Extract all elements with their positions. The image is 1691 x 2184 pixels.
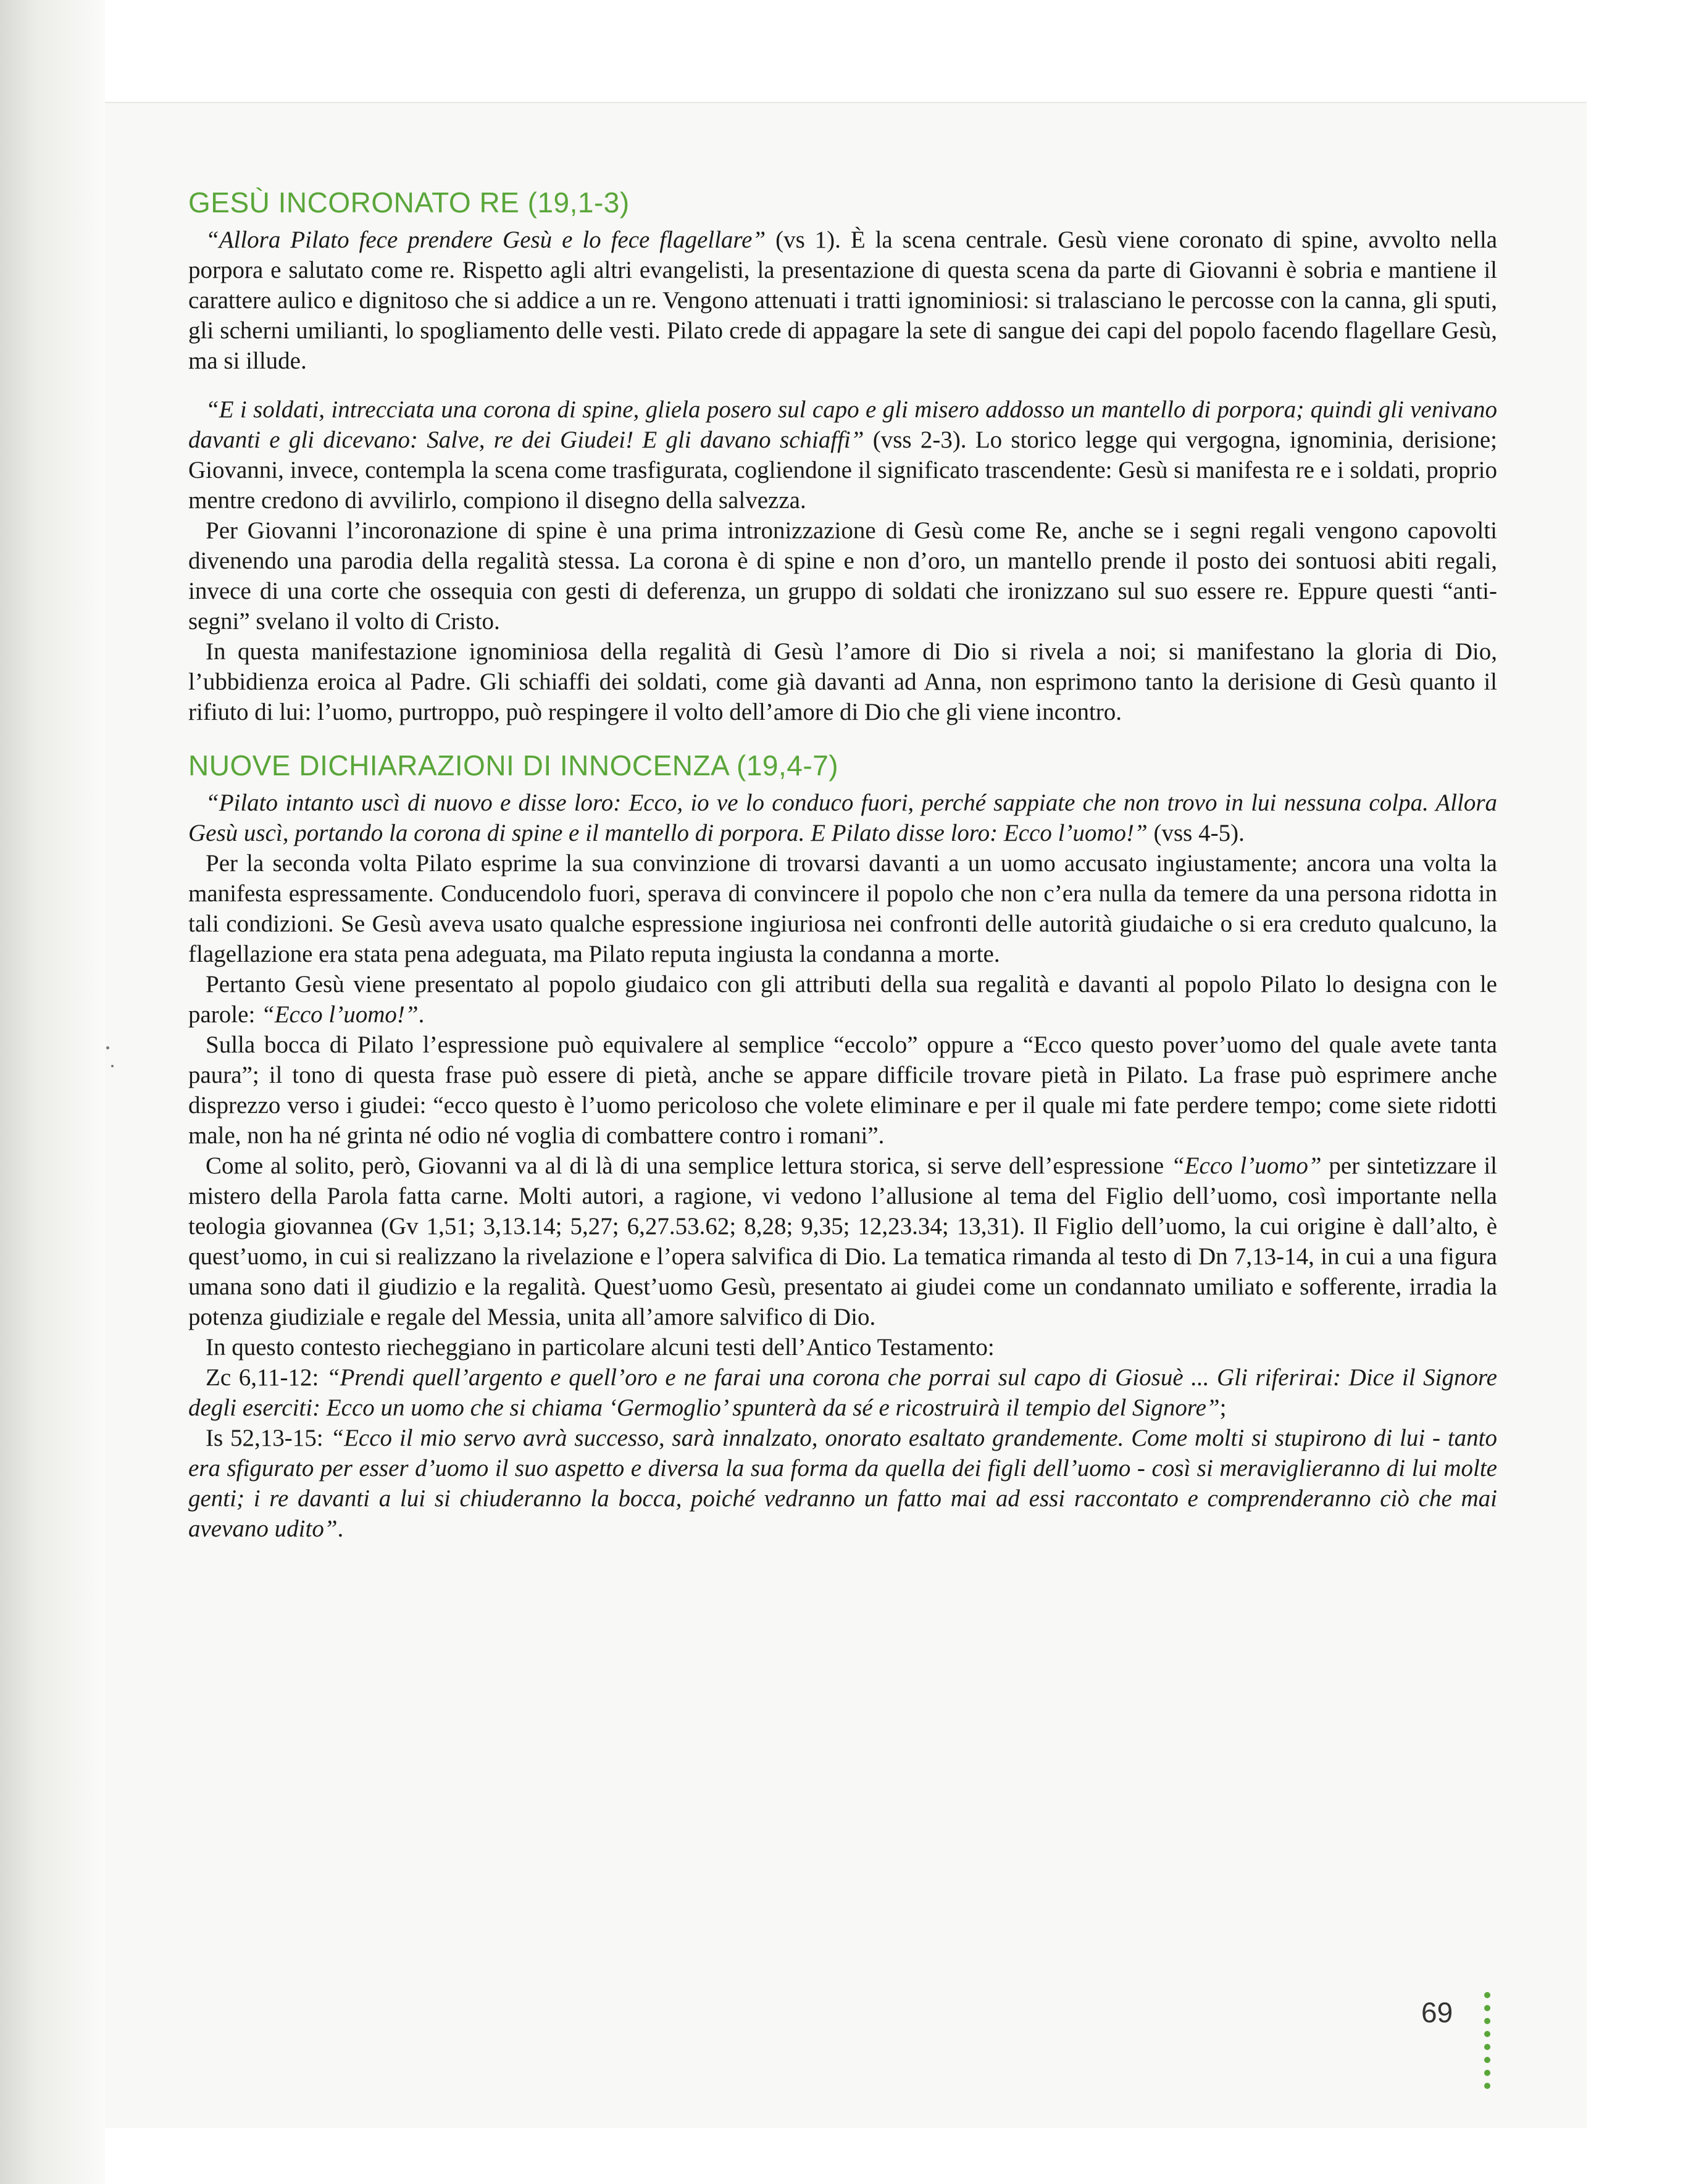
scripture-quote: “Ecco l’uomo!”	[261, 1001, 419, 1028]
ornament-dot	[1484, 2031, 1490, 2037]
scripture-quote: “Prendi quell’argento e quell’oro e ne farai una corona che porrai sul capo di Giosuè ... Gli riferirai: Dice il Signore degli eserciti: Ecco un uomo che si chiama ‘Germoglio’ spunterà da sé e ricostruirà il tempio del Signore”	[188, 1364, 1497, 1421]
page-number: 69	[1421, 1996, 1453, 2028]
paragraph	[188, 225, 1497, 376]
binding-shadow	[0, 0, 105, 2184]
scripture-quote: “E i soldati, intrecciata una corona di spine, gliela posero sul capo e gli misero addosso un mantello di porpora; quindi gli venivano davanti e gli dicevano: Salve, re dei Giudei! E gli davano schiaffi”	[188, 396, 1497, 453]
paragraph-text: per sintetizzare il mistero della Parola fatta carne. Molti autori, a ragione, vi vedono l’allusione al tema del Figlio dell’uomo, così importante nella teologia giovannea (Gv 1,51; 3,13.14; 5,27; 6,27.53.62; 8,28; 9,35; 12,23.34; 13,31). Il Figlio dell’uomo, la cui origine è dall’alto, è quest’uomo, in cui si realizzano la rivelazione e l’opera salvifica di Dio. La tematica rimanda al testo di Dn 7,13-14, in cui a una figura umana sono dati il giudizio e la regalità. Quest’uomo Gesù, presentato ai giudei come un condannato umiliato e sofferente, irradia la potenza giudiziale e regale del Messia, unita all’amore salvifico di Dio.	[188, 1152, 1497, 1330]
paragraph-text: (vss 2-3). Lo storico legge qui vergogna, ignominia, derisione; Giovanni, invece, contempla la scena come trasfigurata, cogliendone il significato trascendente: Gesù si manifesta re e i soldati, proprio mentre credono di avvilirlo, compiono il disegno della salvezza.	[188, 427, 1498, 514]
paragraph-text: Pertanto Gesù viene presentato al popolo giudaico con gli attributi della sua regalità e davanti al popolo Pilato lo designa con le parole:	[188, 971, 1497, 1028]
ornament-dot	[1484, 1992, 1490, 1998]
paragraph: In questo contesto riecheggiano in particolare alcuni testi dell’Antico Testamento:	[206, 1334, 995, 1361]
paragraph	[188, 788, 1497, 848]
speck	[106, 1046, 109, 1049]
ornament-dot	[1484, 2005, 1490, 2011]
ornament-dot	[1484, 2044, 1490, 2050]
ornament-dot	[1484, 2083, 1490, 2089]
paragraph-text: ;	[1219, 1394, 1227, 1421]
scripture-reference: Is 52,13-15:	[206, 1425, 331, 1451]
paragraph-text: .	[337, 1515, 344, 1542]
paragraph	[188, 969, 1497, 1030]
ornament-dot	[1484, 2018, 1490, 2024]
paragraph: Per la seconda volta Pilato esprime la sua convinzione di trovarsi davanti a un uomo accusato ingiustamente; ancora una volta la manifesta espressamente. Conducendolo fuori, sperava di convincere il popolo che non c’era nulla da temere da una persona ridotta in tali condizioni. Se Gesù aveva usato qualche espressione ingiuriosa nei confronti delle autorità giudaiche o si era creduto qualcuno, la flagellazione era stata pena adeguata, ma Pilato reputa ingiusta la condanna a morte.	[188, 850, 1497, 967]
paragraph: Per Giovanni l’incoronazione di spine è una prima intronizzazione di Gesù come Re, anche se i segni regali vengono capovolti divenendo una parodia della regalità stessa. La corona è di spine e non d’oro, un mantello prende il posto dei sontuosi abiti regali, invece di una corte che ossequia con gesti di deferenza, un gruppo di soldati che ironizzano sul suo essere re. Eppure questi “anti-segni” svelano il volto di Cristo.	[188, 517, 1497, 635]
scripture-quote: “Allora Pilato fece prendere Gesù e lo fece flagellare”	[206, 227, 766, 253]
speck	[111, 1065, 114, 1067]
paragraph-text: .	[418, 1001, 425, 1028]
paragraph	[188, 394, 1497, 515]
paragraph	[188, 1151, 1497, 1332]
paragraph: In questa manifestazione ignominiosa della regalità di Gesù l’amore di Dio si rivela a noi; si manifestano la gloria di Dio, l’ubbidienza eroica al Padre. Gli schiaffi dei soldati, come già davanti ad Anna, non esprimono tanto la derisione di Gesù quanto il rifiuto di lui: l’uomo, purtroppo, può respingere il volto dell’amore di Dio che gli viene incontro.	[188, 638, 1497, 725]
paragraph	[188, 1423, 1497, 1544]
paragraph-text: (vs 1). È la scena centrale. Gesù viene coronato di spine, avvolto nella porpora e salutato come re. Rispetto agli altri evangelisti, la presentazione di questa scena da parte di Giovanni è sobria e mantiene il carattere aulico e dignitoso che si addice a un re. Vengono attenuati i tratti ignominiosi: si tralasciano le percosse con la canna, gli sputi, gli scherni umilianti, lo spogliamento delle vesti. Pilato crede di appagare la sete di sangue dei capi del popolo facendo flagellare Gesù, ma si illude.	[188, 227, 1498, 374]
scripture-quote: “Ecco l’uomo”	[1171, 1152, 1322, 1179]
ornament-dot	[1484, 2070, 1490, 2076]
scripture-quote: “Ecco il mio servo avrà successo, sarà innalzato, onorato esaltato grandemente. Come molti si stupirono di lui - tanto era sfigurato per esser d’uomo il suo aspetto e diversa la sua forma da quella dei figli dell’uomo - così si meraviglieranno di lui molte genti; i re davanti a lui si chiuderanno la bocca, poiché vedranno un fatto mai ad essi raccontato e comprenderanno ciò che mai avevano udito”	[188, 1425, 1497, 1542]
paragraph-text: (vss 4-5).	[1147, 820, 1245, 846]
dotted-ornament	[1484, 1992, 1493, 2109]
paragraph: Sulla bocca di Pilato l’espressione può equivalere al semplice “eccolo” oppure a “Ecco questo pover’uomo del quale avete tanta paura”; il tono di questa frase può essere di pietà, anche se appare difficile trovare pietà in Pilato. La frase può esprimere anche disprezzo verso i giudei: “ecco questo è l’uomo pericoloso che volete eliminare e per il quale mi fate perdere tempo; come siete ridotti male, non ha né grinta né odio né voglia di combattere contro i romani”.	[188, 1032, 1497, 1149]
scripture-quote: “Pilato intanto uscì di nuovo e disse loro: Ecco, io ve lo conduco fuori, perché sappiate che non trovo in lui nessuna colpa. Allora Gesù uscì, portando la corona di spine e il mantello di porpora. E Pilato disse loro: Ecco l’uomo!”	[188, 790, 1497, 846]
section-heading-incoronato: GESÙ INCORONATO RE (19,1-3)	[188, 186, 630, 219]
paragraph-text: Come al solito, però, Giovanni va al di là di una semplice lettura storica, si serve dell’espressione	[206, 1152, 1171, 1179]
section-heading-innocenza: NUOVE DICHIARAZIONI DI INNOCENZA (19,4-7)	[188, 749, 839, 781]
article-body	[188, 185, 1497, 1544]
ornament-dot	[1484, 2057, 1490, 2063]
paragraph	[188, 1362, 1497, 1423]
scripture-reference: Zc 6,11-12:	[206, 1364, 327, 1391]
